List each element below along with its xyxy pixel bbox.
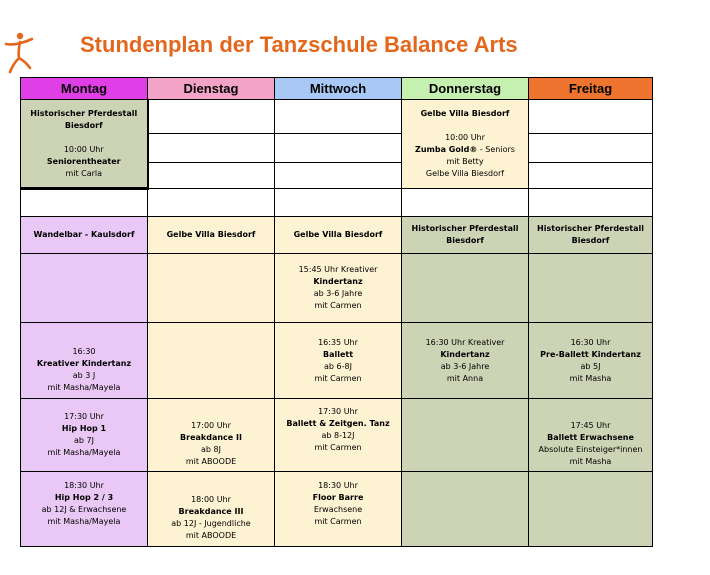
- class-time: 16:30: [72, 346, 96, 356]
- class-course: Floor Barre: [312, 493, 364, 502]
- empty-cell: [402, 399, 529, 472]
- location-cell-mittwoch: [275, 217, 402, 254]
- class-course: Pre-Ballett Kindertanz: [540, 349, 641, 359]
- class-age: Erwachsene: [313, 505, 363, 514]
- class-teacher: mit Masha: [569, 457, 612, 466]
- empty-cell: [402, 472, 529, 547]
- class-course: Zumba Gold®: [415, 145, 478, 154]
- class-time: 17:45 Uhr: [570, 421, 611, 430]
- class-course: Breakdance II: [180, 433, 242, 442]
- page-title: Stundenplan der Tanzschule Balance Arts: [80, 32, 518, 57]
- class-teacher: mit Anna: [446, 373, 484, 383]
- class-location: Historischer Pferdestall Biesdorf: [30, 108, 138, 130]
- class-cell-mittwoch-kindertanz: [275, 254, 402, 323]
- class-age: ab 8J: [201, 445, 221, 454]
- class-teacher: mit Masha/Mayela: [47, 517, 121, 526]
- empty-cell: [148, 254, 275, 323]
- class-teacher: mit ABOODE: [185, 531, 237, 540]
- day-header-mittwoch: Mittwoch: [275, 78, 402, 100]
- empty-cell: [529, 100, 653, 134]
- class-time: 15:45 Uhr Kreativer: [298, 265, 378, 274]
- class-age: ab 7J: [74, 436, 94, 445]
- class-age: ab 5J: [580, 361, 601, 371]
- table-row: [21, 254, 653, 323]
- empty-cell: [529, 254, 653, 323]
- class-teacher: mit Masha/Mayela: [47, 382, 121, 392]
- location-label: Gelbe Villa Biesdorf: [293, 230, 383, 239]
- dancer-logo-icon: [4, 30, 34, 74]
- table-row: [21, 323, 653, 399]
- class-course: Ballett: [322, 349, 354, 359]
- location-label: Historischer Pferdestall Biesdorf: [537, 224, 644, 245]
- location-cell-dienstag: [148, 217, 275, 254]
- class-time: 18:30 Uhr: [64, 481, 104, 490]
- class-cell-montag-seniorentheater: [21, 100, 148, 189]
- empty-cell: [275, 100, 402, 134]
- empty-cell: [21, 189, 148, 217]
- empty-cell: [275, 189, 402, 217]
- location-row: [21, 217, 653, 254]
- class-course: Hip Hop 1: [61, 424, 107, 433]
- class-course: Hip Hop 2 / 3: [54, 493, 114, 502]
- day-header-freitag: Freitag: [529, 78, 653, 100]
- class-teacher: mit Carla: [65, 168, 103, 178]
- empty-cell: [529, 134, 653, 163]
- empty-cell: [21, 254, 148, 323]
- class-location: Gelbe Villa Biesdorf: [420, 109, 510, 118]
- class-age: ab 3 J: [72, 370, 96, 380]
- class-time: 16:30 Uhr: [570, 337, 611, 347]
- empty-cell: [148, 134, 275, 163]
- class-age: ab 3-6 Jahre: [313, 289, 363, 298]
- empty-cell: [148, 189, 275, 217]
- class-time: 17:30 Uhr: [64, 412, 104, 421]
- class-course: Breakdance III: [178, 507, 244, 516]
- class-time: 18:30 Uhr: [318, 481, 358, 490]
- class-age: ab 6-8J: [324, 361, 352, 371]
- class-time: 10:00 Uhr: [63, 144, 104, 154]
- empty-cell: [275, 134, 402, 163]
- class-teacher: mit Carmen: [314, 301, 362, 310]
- class-course: Kindertanz: [440, 349, 490, 359]
- class-cell-mittwoch-ballett-zeitgen: [275, 399, 402, 472]
- class-cell-donnerstag-zumba: [402, 100, 529, 189]
- table-row: [21, 472, 653, 547]
- class-teacher: mit Betty: [446, 157, 484, 166]
- class-course: Ballett & Zeitgen. Tanz: [286, 419, 390, 428]
- table-row: [21, 399, 653, 472]
- class-cell-mittwoch-ballett: [275, 323, 402, 399]
- class-cell-freitag-ballett-erwachsene: [529, 399, 653, 472]
- location-label: Historischer Pferdestall Biesdorf: [411, 224, 519, 245]
- class-course: Kindertanz: [313, 277, 363, 286]
- class-cell-dienstag-breakdance3: [148, 472, 275, 547]
- empty-cell: [148, 163, 275, 189]
- empty-cell: [529, 163, 653, 189]
- class-course: Kreativer Kindertanz: [36, 358, 132, 368]
- class-age: ab 8-12J: [321, 431, 355, 440]
- location-label: Gelbe Villa Biesdorf: [166, 230, 256, 239]
- class-cell-montag-hiphop1: [21, 399, 148, 472]
- location-label: Wandelbar - Kaulsdorf: [33, 230, 135, 239]
- class-place: Gelbe Villa Biesdorf: [425, 169, 505, 178]
- class-teacher: mit Carmen: [314, 517, 362, 526]
- class-teacher: mit Masha/Mayela: [47, 448, 121, 457]
- class-time: 10:00 Uhr: [445, 133, 485, 142]
- class-teacher: mit Masha: [569, 373, 612, 383]
- empty-cell: [148, 100, 275, 134]
- class-time: 18:00 Uhr: [191, 495, 231, 504]
- day-header-montag: Montag: [21, 78, 148, 100]
- class-teacher: mit Carmen: [314, 373, 362, 383]
- class-time: 17:00 Uhr: [191, 421, 231, 430]
- class-age: ab 12J - Jugendliche: [171, 519, 251, 528]
- empty-cell: [275, 163, 402, 189]
- empty-cell: [148, 323, 275, 399]
- empty-cell: [529, 472, 653, 547]
- class-cell-donnerstag-kindertanz: [402, 323, 529, 399]
- class-course: Ballett Erwachsene: [547, 433, 634, 442]
- class-course: Seniorentheater: [46, 156, 121, 166]
- empty-cell: [402, 254, 529, 323]
- class-cell-freitag-preballett: [529, 323, 653, 399]
- class-age: Absolute Einsteiger*innen: [538, 445, 643, 454]
- location-cell-donnerstag: [402, 217, 529, 254]
- class-time: 16:30 Uhr Kreativer: [425, 337, 505, 347]
- class-time: 17:30 Uhr: [318, 407, 358, 416]
- day-header-dienstag: Dienstag: [148, 78, 275, 100]
- table-row: [21, 100, 653, 134]
- class-age: ab 3-6 Jahre: [440, 361, 490, 371]
- day-header-donnerstag: Donnerstag: [402, 78, 529, 100]
- location-cell-montag: [21, 217, 148, 254]
- class-age: ab 12J & Erwachsene: [41, 505, 127, 514]
- class-teacher: mit Carmen: [314, 443, 362, 452]
- class-teacher: mit ABOODE: [185, 457, 237, 466]
- class-cell-dienstag-breakdance2: [148, 399, 275, 472]
- empty-cell: [402, 189, 529, 217]
- class-cell-mittwoch-floorbarre: [275, 472, 402, 547]
- spacer-row: [21, 189, 653, 217]
- header-row: [21, 78, 653, 100]
- class-time: 16:35 Uhr: [318, 337, 358, 347]
- class-course-suffix: - Seniors: [477, 145, 515, 154]
- empty-cell: [529, 189, 653, 217]
- class-cell-montag-kindertanz: [21, 323, 148, 399]
- location-cell-freitag: [529, 217, 653, 254]
- class-cell-montag-hiphop23: [21, 472, 148, 547]
- schedule-table: [20, 77, 653, 547]
